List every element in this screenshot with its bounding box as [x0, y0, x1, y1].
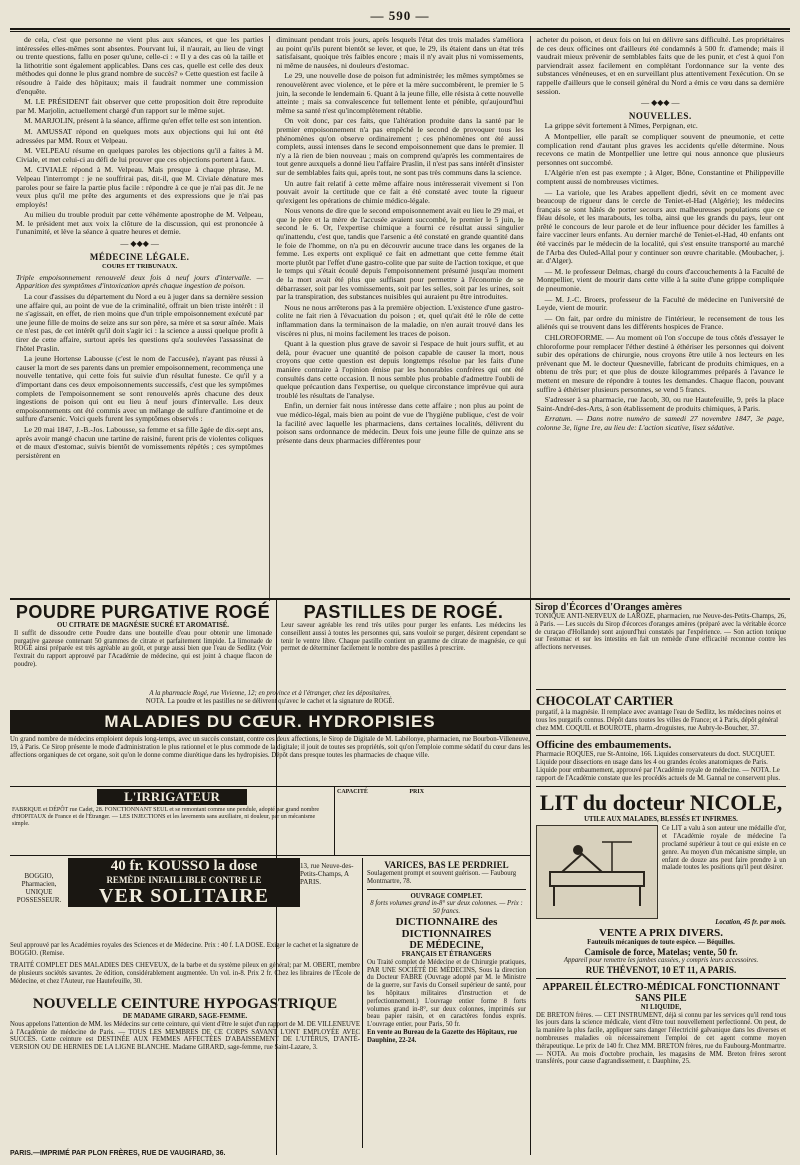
ad-vente-address: RUE THÉVENOT, 10 ET 11, A PARIS.	[585, 964, 737, 975]
section-divider: — ◆◆◆ —	[120, 239, 159, 249]
col1-para7: Au milieu du trouble produit par cette véhémente apostrophe de M. Velpeau, M. le président met aux voix la clôture de la discussion, qui est prononcée à l'unanimité, et lève la séance à quatre heures et demie.	[16, 210, 264, 237]
ad-dictionnaire-subtitle2: FRANÇAIS ET ÉTRANGERS	[401, 950, 492, 958]
col2-para8: Enfin, un dernier fait nous intéresse dans cette affaire ; non plus au point de vue médico-légal, mais bien au point de vue de l'hygiène publique, c'est de voir la facilité avec laquelle les pharmaciens, dans certaines localités, délivrent du poison sans ordonnance de médecin. Deux fois une jeune fille de quinze ans se présente dans deux pharmacies différentes pour	[276, 401, 524, 445]
ad-chocolat-text: purgatif, à la magnésie. Il remplace avec avantage l'eau de Sedlitz, les médecines noires et tous les purgatifs connus. Dépôt dans toutes les villes de France; et à Paris, dépôt général chez MM. COQUIL et BOUROTE, pharm.-droguistes, rue Aubry-le-Boucher, 37.	[536, 709, 782, 732]
col3-para10: S'adresser à sa pharmacie, rue Jacob, 30, ou rue Hautefeuille, 9, près la place Saint-André-des-Arts, à son établissement de produits chimiques, à Paris.	[536, 395, 784, 413]
ad-chocolat	[532, 686, 790, 1066]
col2-para3: On voit donc, par ces faits, que l'altération produite dans la santé par le premier empoisonnement n'a pas empêché le second de provoquer tous les phénomènes qu'on observe ordinairement ; ces phénomènes ont été aussi complets, aussi intenses dans le second empoisonnement que dans le premier. Il n'y a là rien de bien nouveau ; mais on comprend qu'après les commentaires de tout genre auxquels a donné lieu l'affaire Praslin, il n'est pas sans intérêt d'insister sur de semblables faits qui, après tout, ne sont pas très communs dans la science.	[276, 116, 524, 177]
ad-officine-title: Officine des embaumements.	[536, 739, 672, 752]
ad-vente: VENTE A PRIX DIVERS.	[598, 927, 724, 940]
column-2	[269, 36, 529, 601]
ad-ceinture-title: NOUVELLE CEINTURE HYPOGASTRIQUE	[32, 996, 338, 1012]
col2-para6: Nous ne nous arrêterons pas à la première objection. L'existence d'une gastro-colite ne fait rien à l'évacuation du poison ; et, quel qu'ait été le rôle de cette inflammation dans la terminaison de la maladie, on n'en aurait trouvé dans les viscères ni plus, ni moins facilement les traces de poison.	[276, 302, 524, 338]
ad-irrigateur-text: FABRIQUE et DÉPÔT rue Cadet, 28. FONCTIONNANT SEUL et se remontant comme une pendule, adopté par grand nombre d'HOPITAUX de France et de l'Étranger. — LES INJECTIONS et les lavements sans auxiliaire, ni douleur, par un mécanisme simple.	[12, 807, 320, 827]
ad-kousso-text: Seul approuvé par les Académies royales des Sciences et de Médecine. Prix : 40 f. LA DOSE. Exiger le cachet et la signature de BOGGIO. (Remise.	[10, 942, 359, 957]
col1-para2: M. LE PRÉSIDENT fait observer que cette proposition doit être reproduite par M. Marjolin, actuellement chargé d'un rapport sur le même sujet.	[16, 97, 264, 115]
header-rule	[10, 28, 790, 32]
ad-ouvrage-text: 8 forts volumes grand in-8° sur deux colonnes. — Prix : 50 francs.	[370, 900, 523, 916]
col1-para1: de cela, c'est que personne ne vient plus aux séances, et que les parties intéressées elles-mêmes sont absentes. Pourvant lui, il n'aurait, au lieu de vingt ou trente questions, fallu en poser qu'une, celle-ci : « Il y a des cas où la taille et la lithotritie sont également applicables. Dans ces cas, quelle est celle des deux méthodes qui donne le plus grand nombre de succès? » Cette question est facile à résoudre à l'aide des hôpitaux; mais il faudrait nommer une commission d'enquête.	[16, 36, 264, 96]
col2-para4: Un autre fait relatif à cette même affaire nous intéresserait vivement si l'on pouvait avoir la certitude que ce fait a été constaté avec toute la rigueur qu'exigent les opérations de chimie médico-légale.	[276, 178, 524, 205]
ad-lit-body	[536, 825, 786, 919]
ad-kousso-big: VER SOLITAIRE	[68, 885, 300, 907]
col3-para2: La grippe sévit fortement à Nîmes, Perpignan, etc.	[544, 121, 698, 131]
ad-lit-text: Ce LIT a valu à son auteur une médaille d'or, et l'Académie royale de médecine l'a proclamé supérieur à tout ce qui existe en ce genre. Au moyen d'un mécanisme simple, un enfant de douze ans peut faire prendre à un malade toutes les positions qu'il peut désirer.	[662, 825, 786, 872]
ad-vente-subtitle: Fauteuils mécaniques de toute espèce. — Béquilles.	[587, 939, 735, 947]
divider	[536, 786, 786, 787]
bed-icon	[542, 832, 652, 912]
ad-dictionnaire-text: Ou Traité complet de Médecine et de Chirurgie pratiques, PAR UNE SOCIÉTÉ DE MÉDECINS, Sous la direction du Docteur FABRE (Ouvrage adopté par M. le Ministre de la guerre, sur l'avis du Conseil supérieur de santé, pour les hôpitaux militaires d'instruction et de perfectionnement.) L'ouvrage entier forme 8 forts volumes grand in-8°, sur deux colonnes, imprimés sur beau papier raisin, et en caractères fondus exprès. L'ouvrage entier, pour Paris, 50 fr.	[367, 958, 526, 1029]
printer-footer: PARIS.—IMPRIMÉ PAR PLON FRÈRES, RUE DE VAUGIRARD, 36.	[10, 1150, 226, 1157]
col3-para5: — La variole, que les Arabes appellent djedri, sévit en ce moment avec beaucoup de rigueur dans le cercle de Teniet-el-Had (Algérie); les médecins français se sont hâtés de porter secours aux malheureuses populations que ce fléau désole, et les marabouts, les tolba, ainsi que les grands du pays, leur ont prêté le concours de leur parole et de leur influence pour décider les familles à faire vacciner leurs enfants. Au dernier marché de Teniet-el-Had, 40 enfants ont été vaccinés par le médecin de la localité, qui s'est ensuite transporté au marché de l'Arba des Ouled-Allal pour y continuer son œuvre charitable. (Moubacher, j. ar. d'Alger).	[536, 187, 784, 266]
ad-ceinture-text: Nous appelons l'attention de MM. les Médecins sur cette ceinture, qui vient d'être le sujet d'un rapport de M. DE VILLENEUVE à l'Académie de médecine de Paris. — TOUS LES MEMBRES DE CE CORPS SAVANT L'ONT EMPLOYÉE AVEC SUCCÈS. Cette ceinture est DESTINÉE AUX FEMMES AFFECTÉES D'ABAISSEMENT DE L'UTÉRUS, D'ANTÉ-VERSION OU DE HERNIES DE LA LIGNE BLANCHE. Madame GIRARD, sage-femme, rue Saint-Lazare, 3.	[10, 1020, 360, 1052]
bed-illustration	[536, 825, 658, 919]
divider	[536, 735, 786, 736]
section-heading-nouvelles: NOUVELLES.	[628, 110, 692, 121]
ad-officine-text: Pharmacie ROQUES, rue St-Antoine, 166. Liquides conservateurs du doct. SUCQUET. Liquide pour dissections en usage dans les 4 ou grandes écoles anatomiques de Paris. Liquide pour embaumement, approuvé par l'Académie royale de médecine. — NOTA. Le rapport de l'Académie constate que les procédés actuels de M. Gannal ne conservent plus.	[536, 751, 781, 782]
col2-para7: Quant à la question plus grave de savoir si l'espace de huit jours suffit, et au delà, pour évacuer une quantité de poison capable de causer la mort, nous croyons que cette question est depuis longtemps résolue par les faits d'une manière contraire à l'opinion émise par les honorables confrères qui ont été consultés dans cette occasion. Il nous semble plus probable d'admettre l'oubli de quelque précaution dans l'expertise, ou quelque circonstance imprévue qui aura troublé les résultats de l'analyse.	[276, 339, 524, 400]
col3-para9: CHLOROFORME. — Au moment où l'on s'occupe de tous côtés d'essayer le chloroforme pour remplacer l'éther destiné à éthériser les personnes qui doivent subir des opérations de chirurgie, nous croyons être utile à nos lecteurs en les prévenant que M. le docteur Quesneville, fabricant de produits chimiques, en a obtenu de très pur; et que plus de douze kilogrammes préparés à l'avance le mettent en mesure de répondre à toutes les demandes. Chaque flacon, pouvant suffire à éthériser plusieurs personnes, se vend 5 francs.	[536, 333, 784, 394]
ad-vente-subtitle2: Camisole de force, Matelas; vente, 50 fr.	[584, 946, 738, 957]
col3-para7: — M. J.-C. Broers, professeur de la Faculté de médecine en l'université de Leyde, vient de mourir.	[536, 294, 784, 313]
ad-appareil-title: APPAREIL ÉLECTRO-MÉDICAL FONCTIONNANT SANS PILE	[542, 981, 780, 1004]
ad-dictionnaire-title: DICTIONNAIRE des DICTIONNAIRES	[395, 915, 498, 940]
ad-ceinture-subtitle: DE MADAME GIRARD, SAGE-FEMME.	[122, 1013, 248, 1020]
ad-kousso-title: 40 fr. KOUSSO la dose	[68, 858, 300, 875]
ad-ceinture	[10, 996, 360, 1052]
ad-poudre-text: Il suffit de dissoudre cette Poudre dans une bouteille d'eau pour obtenir une limonade purgative gazeuse contenant 50 grammes de citrate et parfaitement limpide. La limonade de ROGÉ ainsi préparée est très agréable au goût, et purge aussi bien que l'eau de Sedlitz (Voir l'extrait du rapport approuvé par l'Académie de médecine, qui est joint à chaque flacon de poudre).	[14, 629, 272, 668]
ad-roge-footer	[10, 690, 530, 706]
ad-lit-title: LIT du docteur NICOLE,	[539, 789, 783, 815]
section-heading-medecine-legale: MÉDECINE LÉGALE.	[89, 251, 190, 262]
ad-irrigateur	[10, 786, 530, 856]
ad-appareil-subtitle: NI LIQUIDE,	[640, 1003, 682, 1011]
ad-sirop-text: TONIQUE ANTI-NERVEUX de LAROZE, pharmacien, rue Neuve-des-Petits-Champs, 26, à Paris. — Les succès du Sirop d'écorces d'oranges amères (préparé avec la véritable écorce de curaçao d'Hollande) sont aujourd'hui constatés par l'expérience. — Son action tonique sur l'estomac et sur les intestins en fait un remède d'une efficacité reconnue contre les affections nerveuses.	[535, 613, 786, 652]
ad-dictionnaire-address: En vente au Bureau de la Gazette des Hôpitaux, rue Dauphine, 22-24.	[367, 1028, 518, 1044]
ad-kousso	[10, 858, 300, 940]
divider	[367, 889, 526, 890]
col1-para5: M. VELPEAU résume en quelques paroles les objections qu'il a faites à M. Civiale, et met celui-ci au défi de lui prouver que ces objections portent à faux.	[16, 146, 264, 164]
ad-kousso-right: 13, rue Neuve-des-Petits-Champs, A PARIS.	[300, 862, 354, 886]
article-columns	[10, 36, 790, 601]
ad-irrigateur-left	[10, 787, 334, 855]
ad-appareil-text: DE BRETON frères. — CET INSTRUMENT, déjà si connu par les services qu'il rend tous les jours dans la science médicale, vient d'être tout nouvellement perfectionné. On peut, de la manière la plus facile, appliquer sans danger l'électricité galvanique dans les diverses et nombreuses maladies où nécessairement l'emploi de cet agent comme moyen thérapeutique. Le prix de 140 fr. Chez MM. BRETON frères, rue du Faubourg-Montmartre. — NOTA. Au mois d'octobre prochain, les magasins de MM. Breton frères seront transférés, pour cause d'agrandissement, r. Dauphine, 25.	[536, 1011, 786, 1066]
ad-dictionnaire-subtitle: DE MÉDECINE,	[409, 939, 484, 951]
col3-para6: — M. le professeur Delmas, chargé du cours d'accouchements à la Faculté de Montpellier, vient de mourir dans cette ville à la suite d'une grippe compliquée de pneumonie.	[536, 266, 784, 294]
ad-lit-location: Location, 45 fr. par mois.	[715, 919, 786, 927]
col1-para6: M. CIVIALE répond à M. Velpeau. Mais presque à chaque phrase, M. Velpeau l'interrompt : je ne souffrirai pas, dit-il, que M. Civiale dénature mes paroles pour se faire la partie plus facile : répondre à ce que je n'ai pas dit. Je ne veux plus qu'il me prête des arguments et des expressions que je n'ai pas employés!	[16, 165, 264, 209]
capacite-header: CAPACITÉ	[337, 789, 368, 795]
col2-para1: diminuant pendant trois jours, après lesquels l'état des trois malades s'améliora au point qu'ils purent bientôt se lever, et que, le 29, ils étaient dans un état très satisfaisant, quoique très faibles encore ; mais il n'y avait plus ni vomissements, ni même de nausées, ni douleurs d'estomac.	[276, 36, 524, 70]
col2-para5: Nous venons de dire que le second empoisonnement avait eu lieu le 29 mai, et que le père et la mère de l'accusée avaient succombé, le premier le 5 juin, le second le 6. Or, l'expertise chimique a fourni ce résultat aussi singulier qu'inattendu, c'est que, tandis que l'arsenic a été constaté en grande quantité dans le foie de l'homme, on n'a pu en découvrir aucune trace dans les organes de la femme. Les experts ont expliqué ce fait en admettant que cette femme était morte plutôt par l'effet d'une gastro-colite que par suite de l'action toxique, et que le temps qui s'était écoulé depuis l'empoisonnement présumé jusqu'au moment de la mort avait été plus que suffisant pour permettre à l'économie de se débarrasser, soit par les vomissements, soit par les selles, soit par les urines, soit par la transpiration, des substances nuisibles qui auraient pu être introduites.	[276, 206, 524, 302]
ad-chocolat-title: CHOCOLAT CARTIER	[536, 693, 674, 708]
divider	[536, 689, 786, 690]
ad-roge-address: A la pharmacie Rogé, rue Vivienne, 12; en province et à l'étranger, chez les dépositaires.	[149, 690, 391, 697]
column-1	[10, 36, 269, 601]
ad-varices-title: VARICES, BAS LE PERDRIEL	[384, 860, 509, 870]
ad-poudre-title: POUDRE PURGATIVE ROGÉ	[15, 602, 271, 622]
page-number: — 590 —	[370, 8, 430, 23]
col1-para4: M. AMUSSAT répond en quelques mots aux objections qui lui ont été adressées par MM. Roux et Velpeau.	[16, 126, 264, 145]
ad-kousso-subtitle: REMÈDE INFAILLIBLE CONTRE LE	[68, 875, 300, 885]
ad-vente-subtitle3: Appareil pour remettre les jambes cassées, y compris leurs accessoires.	[563, 956, 759, 964]
col3-para3: A Montpellier, elle paraît se compliquer souvent de pneumonie, et cette complication rend d'autant plus graves les accidents qu'elle détermine. Nous recevons ce matin de Montpellier une lettre qui nous annonce que plusieurs personnes ont succombé.	[536, 131, 784, 167]
ad-ouvrage: OUVRAGE COMPLET.	[410, 892, 483, 900]
col1-para9: La jeune Hortense Labousse (c'est le nom de l'accusée), n'ayant pas réussi à causer la mort de ses parents dans un premier empoisonnement, recommença une nouvelle tentative, qui cette fois fut suivie d'un résultat funeste. Ce qu'il y a d'important dans ces deux empoisonnements successifs, c'est que les symptômes complets de l'empoisonnement se sont renouvelés après chacune des deux ingestions de poison qui ont eu lieu à neuf jours d'intervalle. Les deux empoisonnements ont été commis avec un mélange de sulfure d'antimoine et de sulfure d'arsenic. Voici quels furent les symptômes observés :	[16, 354, 264, 424]
ad-varices-text: Soulagement prompt et souvent guérison. — Faubourg Montmartre, 78.	[367, 870, 517, 885]
ad-pastilles-text: Leur saveur agréable les rend très utiles pour purger les enfants. Les médecins les conseillent aussi à toutes les personnes qui, sans vouloir se purger, désirent cependant se tenir le ventre libre. Chaque pastille contient un gramme de citrate de magnésie, ce qui permet de déterminer facilement le nombre des pastilles à prescrire.	[281, 622, 526, 653]
ad-coeur	[10, 708, 530, 759]
ad-traite-text: TRAITÉ COMPLET DES MALADIES DES CHEVEUX, de la barbe et du système pileux en général; par M. OBERT, membre de plusieurs sociétés savantes. 2e édition, considérablement augmentée. Un vol. in-8. Prix 2 fr. Chez les libraires de l'École de Médecine, et chez l'Auteur, rue Hautefeuille, 30.	[10, 962, 360, 985]
col1-para3: M. MARJOLIN, présent à la séance, affirme qu'en effet telle est son intention.	[24, 116, 262, 126]
section-divider: — ◆◆◆ —	[641, 98, 680, 108]
ad-pastilles-title: PASTILLES DE ROGÉ.	[303, 602, 504, 622]
section-subhead: COURS ET TRIBUNAUX.	[101, 263, 178, 271]
article-title: Triple empoisonnement renouvelé deux fois à neuf jours d'intervalle. — Apparition des symptômes d'intoxication après chaque ingestion de poison.	[16, 272, 264, 291]
ad-kousso-center	[68, 858, 300, 940]
ad-roge-nota: NOTA. La poudre et les pastilles ne se délivrent qu'avec le cachet et la signature de ROGÉ.	[145, 697, 395, 705]
column-3	[530, 36, 790, 601]
ad-coeur-banner: MALADIES DU CŒUR. HYDROPISIES	[10, 710, 530, 734]
ad-sirop-title: Sirop d'Écorces d'Oranges amères	[535, 602, 682, 613]
col2-para2: Le 29, une nouvelle dose de poison fut administrée; les mêmes symptômes se renouvelèrent avec violence, et le père et la mère succombèrent, le premier le 5 juin, la seconde le lendemain 6. Quant à la jeune fille, elle résista à cette nouvelle atteinte ; mais sa convalescence fut tellement lente et pénible, qu'aujourd'hui même sa santé n'est qu'incomplètement rétablie.	[276, 71, 524, 115]
prix-header: PRIX	[409, 789, 425, 795]
col1-para10: Le 20 mai 1847, J.-B.-Jos. Labousse, sa femme et sa fille âgée de dix-sept ans, après avoir mangé chacun une tartine de raisiné, furent pris de violentes coliques et de maux d'estomac, suivis bientôt de vomissements répétés ; ces symptômes persistèrent en	[16, 424, 264, 460]
ad-dictionnaire	[362, 858, 530, 1148]
ad-poudre-subtitle: OU CITRATE DE MAGNÉSIE SUCRÉ ET AROMATISÉ.	[56, 622, 230, 629]
col3-para4: L'Algérie n'en est pas exempte ; à Alger, Bône, Constantine et Philippeville comptent aussi de nombreuses victimes.	[536, 168, 784, 186]
ad-kousso-left: BOGGIO, Pharmacien, UNIQUE POSSESSEUR.	[16, 872, 62, 904]
col3-para8: — On fait, par ordre du ministre de l'intérieur, le recensement de tous les aliénés qui se trouvent dans les différents hospices de France.	[536, 313, 784, 332]
ad-lit-subtitle: UTILE AUX MALADES, BLESSÉS ET INFIRMES.	[584, 815, 738, 823]
ad-irrigateur-title: L'IRRIGATEUR	[97, 789, 247, 805]
ad-coeur-text: Un grand nombre de médecins emploient depuis long-temps, avec un succès constant, contre ces deux affections, le Sirop de Digitale de M. Labélonye, pharmacien, rue Bourbon-Villeneuve, 19, à Paris. Ce Sirop présente le mode d'administration le plus rationnel et le plus commode de la digitale; il jouit de toutes ses propriétés, soit qu'on l'emploie comme sédatif du cœur dans les affections organiques de cet organe, soit qu'on le donne comme diurétique dans les hydropisies. Dépôt dans presque toutes les pharmacies de chaque ville.	[10, 736, 530, 759]
ad-irrigateur-table	[334, 787, 530, 855]
col3-para1: acheter du poison, et deux fois on lui en délivre sans difficulté. Les propriétaires de ces deux officines ont d'ailleurs été condamnés à 500 fr. d'amende; mais il vaudrait mieux prévenir de semblables faits que de les punir, et c'est à quoi l'on parviendrait assez facilement en complétant l'ordonnance sur la vente des substances vénéneuses, et en en surveillant plus attentivement l'exécution. On se rappelle d'ailleurs que le conseil général du Nord a émis ce vœu dans sa dernière session.	[536, 36, 784, 96]
divider	[536, 978, 786, 979]
erratum: Erratum. — Dans notre numéro de samedi 27 novembre 1847, 3e page, colonne 3e, ligne 1re, au lieu de: L'action sicative, lisez sédative.	[536, 414, 784, 432]
col1-para8: La cour d'assises du département du Nord a eu à juger dans sa dernière session une affaire qui, au point de vue de la criminalité, offrait un bien triste intérêt : il ne s'agissait, en effet, de rien moins que d'un triple empoisonnement exécuté par une jeune fille de moins de seize ans sur son père, sa mère et sa sœur aînée. Mais ce n'est pas, de cet intérêt qu'il doit s'agir ici : la science a aussi quelque profit à tirer de cette affaire, surtout après les questions qu'a soulevées l'assassinat de l'hôtel Praslin.	[16, 292, 264, 353]
